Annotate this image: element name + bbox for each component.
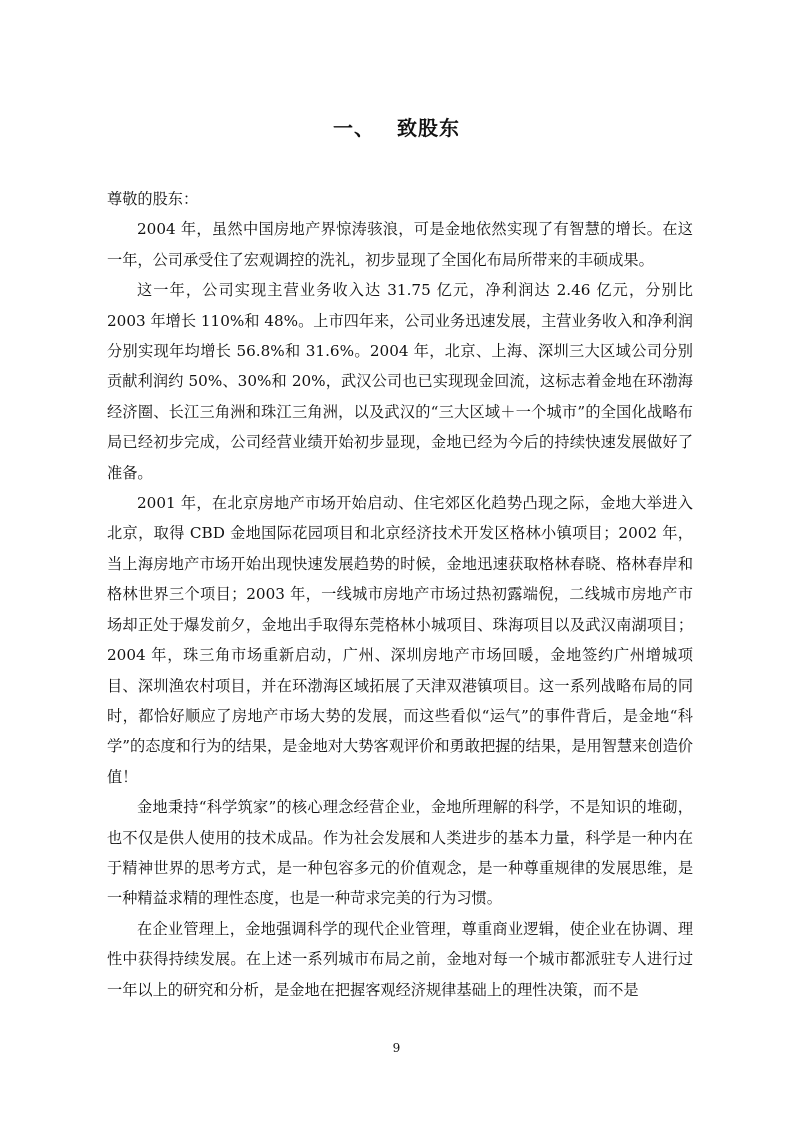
salutation: 尊敬的股东： xyxy=(107,190,199,208)
paragraph-5: 在企业管理上，金地强调科学的现代企业管理，尊重商业逻辑，使企业在协调、理性中获得持续发展。在上述一系列城市布局之前，金地对每一个城市都派驻专人进行过一年以上的研究和分析，是金地在把握客观经济规律基础上的理性决策，而不是 xyxy=(107,919,693,999)
paragraph-2: 这一年，公司实现主营业务收入达 31.75 亿元，净利润达 2.46 亿元，分别比 2003 年增长 110%和 48%。上市四年来，公司业务迅速发展，主营业务收入和净利润分别实现年均增长 56.8%和 31.6%。2004 年，北京、上海、深圳三大区域公司分别贡献利润约 50%、30%和 20%，武汉公司也已实现现金回流，这标志着金地在环渤海经济圈、长江三角洲和珠江三角洲，以及武汉的“三大区域＋一个城市”的全国化战略布局已经初步完成，公司经营业绩开始初步显现，金地已经为今后的持续快速发展做好了准备。 xyxy=(107,281,693,482)
section-number: 一、 xyxy=(333,116,375,141)
letter-body xyxy=(107,184,693,1005)
section-title xyxy=(0,111,793,145)
page-number: 9 xyxy=(392,1041,401,1055)
section-title-text: 致股东 xyxy=(397,116,460,141)
paragraph-1: 2004 年，虽然中国房地产界惊涛骇浪，可是金地依然实现了有智慧的增长。在这一年，公司承受住了宏观调控的洗礼，初步显现了全国化布局所带来的丰硕成果。 xyxy=(107,220,693,269)
paragraph-3: 2001 年，在北京房地产市场开始启动、住宅郊区化趋势凸现之际，金地大举进入北京，取得 CBD 金地国际花园项目和北京经济技术开发区格林小镇项目；2002 年，当上海房地产市场开始出现快速发展趋势的时候，金地迅速获取格林春晓、格林春岸和格林世界三个项目；2003 年，一线城市房地产市场过热初露端倪，二线城市房地产市场却正处于爆发前夕，金地出手取得东莞格林小城项目、珠海项目以及武汉南湖项目；2004 年，珠三角市场重新启动，广州、深圳房地产市场回暖，金地签约广州增城项目、深圳渔农村项目，并在环渤海区域拓展了天津双港镇项目。这一系列战略布局的同时，都恰好顺应了房地产市场大势的发展，而这些看似“运气”的事件背后，是金地“科学”的态度和行为的结果，是金地对大势客观评价和勇敢把握的结果，是用智慧来创造价值！ xyxy=(107,494,693,786)
paragraph-4: 金地秉持“科学筑家”的核心理念经营企业，金地所理解的科学，不是知识的堆砌，也不仅是供人使用的技术成品。作为社会发展和人类进步的基本力量，科学是一种内在于精神世界的思考方式，是一种包容多元的价值观念，是一种尊重规律的发展思维，是一种精益求精的理性态度，也是一种苛求完美的行为习惯。 xyxy=(107,798,693,908)
